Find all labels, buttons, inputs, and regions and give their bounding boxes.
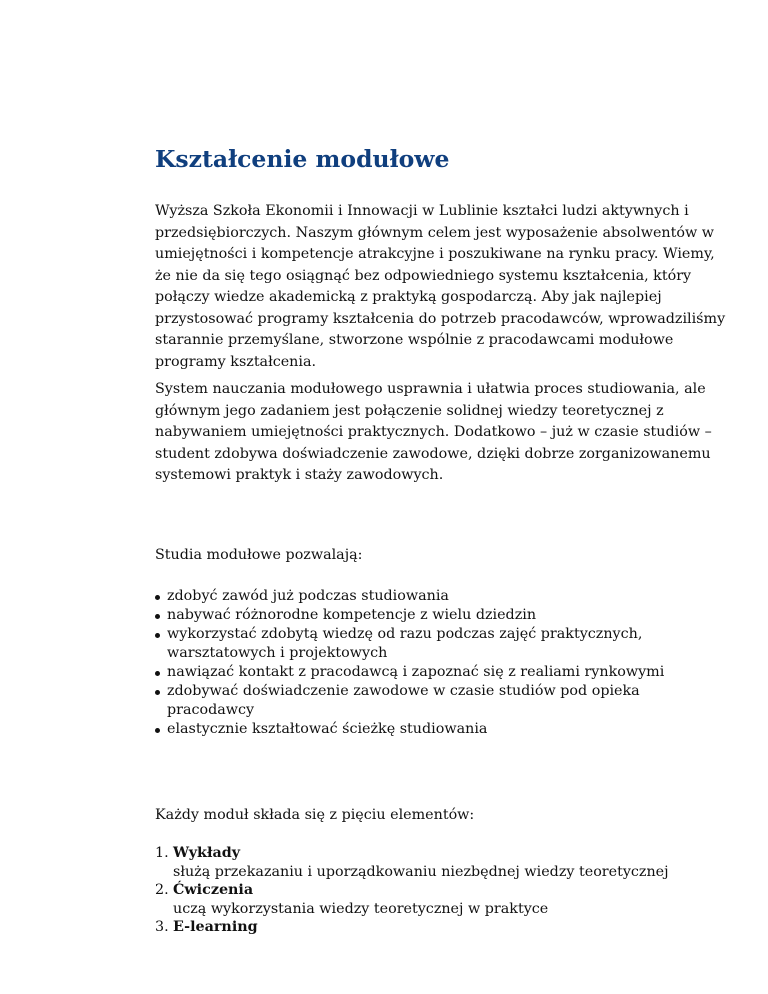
- system-paragraph: System nauczania modułowego usprawnia i ułatwia proces studiowania, ale głównym jego zadaniem jest połączenie solidnej wiedzy teoretycznej z nabywaniem umiejętności praktycznych. Dodatkowo – już w czasie studiów – student zdobywa doświadczenie zawodowe, dzięki dobrze zorganizowanemu systemowi praktyk i staży zawodowych.: [155, 381, 712, 483]
- list-item: nabywać różnorodne kompetencje z wielu dziedzin: [155, 606, 730, 625]
- list-item: nawiązać kontakt z pracodawcą i zapoznać się z realiami rynkowymi: [155, 663, 730, 682]
- elements-list: [155, 844, 730, 937]
- list-item: [155, 881, 730, 918]
- list-item: [155, 844, 730, 881]
- list-item: wykorzystać zdobytą wiedzę od razu podczas zajęć praktycznych, warsztatowych i projektowych: [155, 625, 730, 663]
- page-title: Kształcenie modułowe: [155, 145, 450, 173]
- list-item: zdobyć zawód już podczas studiowania: [155, 587, 730, 606]
- item-number: 2.: [155, 882, 169, 898]
- item-description: uczą wykorzystania wiedzy teoretycznej w praktyce: [173, 900, 549, 917]
- list-item: elastycznie kształtować ścieżkę studiowania: [155, 720, 730, 739]
- benefits-intro: Studia modułowe pozwalają:: [155, 547, 363, 563]
- item-title: Ćwiczenia: [173, 882, 254, 898]
- item-title: E-learning: [173, 919, 258, 935]
- item-title: Wykłady: [173, 845, 241, 861]
- item-number: 3.: [155, 919, 169, 935]
- list-item: zdobywać doświadczenie zawodowe w czasie studiów pod opieka pracodawcy: [155, 682, 730, 720]
- intro-paragraph: Wyższa Szkoła Ekonomii i Innowacji w Lublinie kształci ludzi aktywnych i przedsiębiorczych. Naszym głównym celem jest wyposażenie absolwentów w umiejętności i kompetencje atrakcyjne i poszukiwane na rynku pracy. Wiemy, że nie da się tego osiągnąć bez odpowiedniego systemu kształcenia, który połączy wiedze akademicką z praktyką gospodarczą. Aby jak najlepiej przystosować programy kształcenia do potrzeb pracodawców, wprowadziliśmy starannie przemyślane, stworzone wspólnie z pracodawcami modułowe programy kształcenia.: [155, 203, 726, 370]
- item-description: służą przekazaniu i uporządkowaniu niezbędnej wiedzy teoretycznej: [173, 863, 669, 880]
- elements-intro: Każdy moduł składa się z pięciu elementów:: [155, 807, 475, 823]
- list-item: [155, 918, 730, 937]
- benefits-list: [155, 587, 730, 739]
- item-number: 1.: [155, 845, 169, 861]
